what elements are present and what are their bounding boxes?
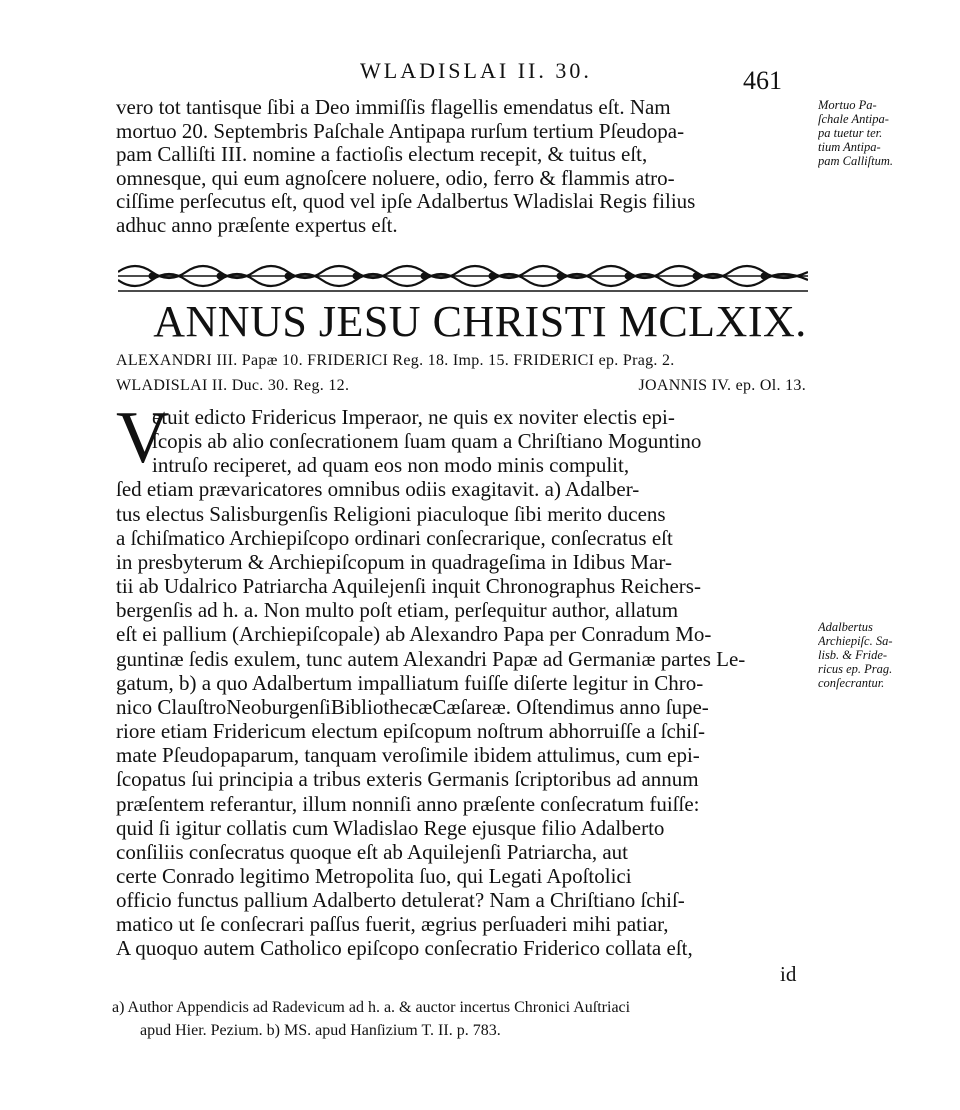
margin-line: pam Calliſtum. <box>818 154 894 168</box>
text-line: ſcopis ab alio conſecrationem ſuam quam a Chriſtiano Moguntino <box>152 429 702 454</box>
margin-line: pa tuetur ter. <box>818 126 883 140</box>
footnote-b: apud Hier. Pezium. b) MS. apud Hanſizium T. II. p. 783. <box>140 1022 501 1039</box>
text-line: a ſchiſmatico Archiepiſcopo ordinari conſecrarique, conſecratus eſt <box>116 525 673 550</box>
regnal-years-line-1: ALEXANDRI III. Papæ 10. FRIDERICI Reg. 18. Imp. 15. FRIDERICI ep. Prag. 2. <box>116 352 675 369</box>
margin-line: lisb. & Fride- <box>818 648 888 662</box>
marginal-note-top <box>818 98 950 168</box>
text-line: tus electus Salisburgenſis Religioni piaculoque ſibi merito ducens <box>116 501 666 526</box>
footnotes <box>112 996 822 1042</box>
text-line: quid ſi igitur collatis cum Wladislao Rege ejusque filio Adalberto <box>116 815 665 840</box>
text-line: certe Conrado legitimo Metropolita ſuo, qui Legati Apoſtolici <box>116 863 632 888</box>
regnal-right: JOANNIS IV. ep. Ol. 13. <box>638 377 806 394</box>
text-line: ciſſime perſecutus eſt, quod vel ipſe Adalbertus Wladislai Regis filius <box>116 190 696 214</box>
text-line: matico ut ſe conſecrari paſſus fuerit, ægrius perſuaderi mihi patiar, <box>116 912 669 937</box>
text-line: etuit edicto Fridericus Imperaor, ne quis ex noviter electis epi- <box>152 405 675 429</box>
text-line: tii ab Udalrico Patriarcha Aquilejenſi inquit Chronographus Reichers- <box>116 574 701 599</box>
margin-line: Mortuo Pa- <box>818 98 877 112</box>
margin-line: Adalbertus <box>818 620 873 634</box>
text-line: conſiliis conſecratus quoque eſt ab Aquilejenſi Patriarcha, aut <box>116 839 629 864</box>
margin-line: ſchale Antipa- <box>818 112 889 126</box>
text-line: riore etiam Fridericum electum epiſcopum noſtrum abhorruiſſe a ſchiſ- <box>116 719 705 744</box>
top-paragraph <box>116 96 806 238</box>
main-paragraph <box>116 397 806 961</box>
text-line: mortuo 20. Septembris Paſchale Antipapa rurſum tertium Pſeudopa- <box>116 119 685 143</box>
text-line: guntinæ ſedis exulem, tunc autem Alexandri Papæ ad Germaniæ partes Le- <box>116 646 746 671</box>
text-line: præſentem referantur, illum nonniſi anno præſente conſecratum fuiſſe: <box>116 791 700 816</box>
text-line: pam Calliſti III. nomine a factioſis electum recepit, & tuitus eſt, <box>116 143 648 167</box>
year-heading: ANNUS JESU CHRISTI MCLXIX. <box>153 297 807 346</box>
text-line: nico ClauſtroNeoburgenſiBibliothecæCæſareæ. Oſtendimus anno ſupe- <box>116 694 709 719</box>
text-line: ſed etiam prævaricatores omnibus odiis exagitavit. a) Adalber- <box>116 477 640 502</box>
text-line: vero tot tantisque ſibi a Deo immiſſis flagellis emendatus eſt. Nam <box>116 96 671 119</box>
text-line: eſt ei pallium (Archiepiſcopale) ab Alexandro Papa per Conradum Mo- <box>116 622 712 647</box>
margin-line: tium Antipa- <box>818 140 881 154</box>
regnal-left: WLADISLAI II. Duc. 30. Reg. 12. <box>116 377 350 394</box>
margin-line: Archiepiſc. Sa- <box>818 634 893 648</box>
running-head: WLADISLAI II. 30. <box>360 58 592 83</box>
text-line: officio functus pallium Adalberto detulerat? Nam a Chriſtiano ſchiſ- <box>116 888 685 913</box>
text-line: bergenſis ad h. a. Non multo poſt etiam, perſequitur author, allatum <box>116 598 679 623</box>
drop-cap: V <box>116 397 170 479</box>
marginal-note-middle <box>818 620 950 690</box>
text-line: A quoquo autem Catholico epiſcopo conſecratio Friderico collata eſt, <box>116 936 693 961</box>
text-line: ſcopatus ſui principia a tribus exteris Germanis ſcriptoribus ad annum <box>116 767 699 792</box>
margin-line: conſecrantur. <box>818 676 885 690</box>
text-line: intruſo reciperet, ad quam eos non modo minis compulit, <box>152 453 630 478</box>
text-line: mate Pſeudopaparum, tanquam veroſimile ibidem attulimus, cum epi- <box>116 743 700 768</box>
decorative-ornament-band <box>118 260 808 294</box>
catchword: id <box>780 962 797 986</box>
regnal-years-line-2 <box>116 377 806 395</box>
text-line: omnesque, qui eum agnoſcere noluere, odio, ferro & flammis atro- <box>116 166 675 190</box>
footnote-a: a) Author Appendicis ad Radevicum ad h. a. & auctor incertus Chronici Auſtriaci <box>112 999 631 1016</box>
page-number: 461 <box>743 66 782 95</box>
text-line: gatum, b) a quo Adalbertum impalliatum fuiſſe diſerte legitur in Chro- <box>116 670 704 695</box>
margin-line: ricus ep. Prag. <box>818 662 893 676</box>
text-line: in presbyterum & Archiepiſcopum in quadrageſima in Idibus Mar- <box>116 549 672 574</box>
text-line: adhuc anno præſente expertus eſt. <box>116 213 398 237</box>
